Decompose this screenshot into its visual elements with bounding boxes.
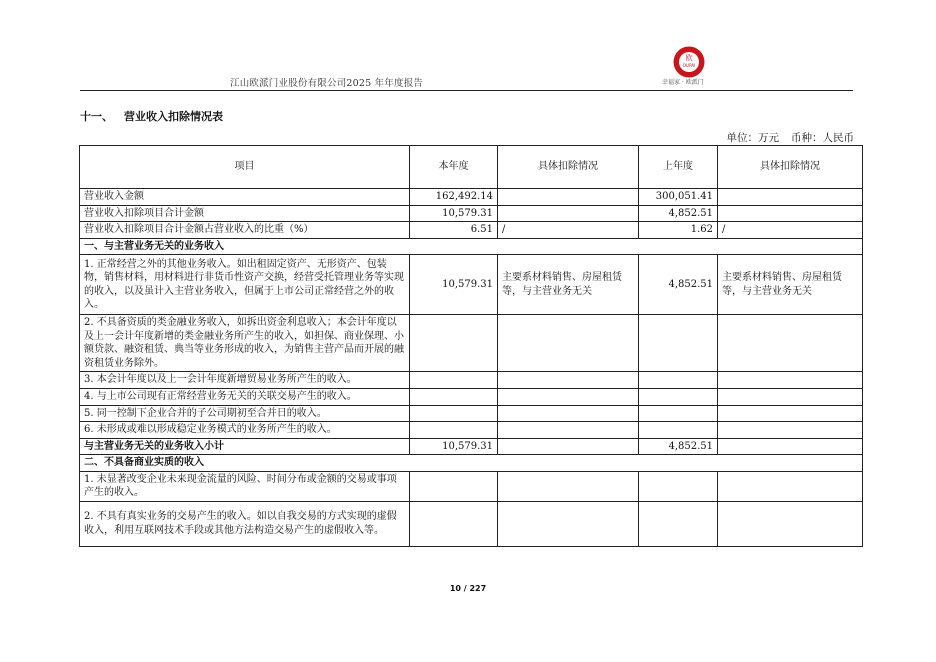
current-year-value: 10,579.31 (410, 255, 498, 315)
row-label: 与主营业务无关的业务收入小计 (80, 438, 410, 455)
svg-text:OUPAI: OUPAI (682, 63, 696, 68)
prior-year-detail (718, 205, 863, 222)
prior-year-detail (718, 471, 863, 501)
prior-year-detail (718, 315, 863, 372)
current-year-detail (498, 315, 639, 372)
table-row (80, 372, 863, 389)
section-title (80, 108, 223, 124)
row-label: 营业收入扣除项目合计金额 (80, 205, 410, 222)
current-year-detail (498, 372, 639, 389)
row-label: 5. 同一控制下企业合并的子公司期初至合并日的收入。 (80, 405, 410, 422)
subtotal-row (80, 438, 863, 455)
current-year-detail (498, 388, 639, 405)
prior-year-value: 4,852.51 (639, 205, 718, 222)
row-label: 营业收入扣除项目合计金额占营业收入的比重（%） (80, 222, 410, 239)
col-header-current-detail: 具体扣除情况 (498, 146, 639, 189)
table-row (80, 501, 863, 546)
section-title-text: 营业收入扣除情况表 (124, 110, 223, 123)
prior-year-value (639, 388, 718, 405)
current-year-value (410, 372, 498, 389)
company-logo (672, 45, 706, 79)
prior-year-detail (718, 501, 863, 546)
current-year-detail (498, 438, 639, 455)
row-label: 1. 未显著改变企业未来现金流量的风险、时间分布或金额的交易或事项产生的收入。 (80, 471, 410, 501)
table-row (80, 255, 863, 315)
table-header-row (80, 146, 863, 189)
page-number: 10 / 227 (449, 584, 487, 593)
col-header-current-year: 本年度 (410, 146, 498, 189)
table-row (80, 405, 863, 422)
row-label: 6. 未形成或难以形成稳定业务模式的业务所产生的收入。 (80, 422, 410, 439)
current-year-value (410, 405, 498, 422)
report-header-title: 江山欧派门业股份有限公司2025 年年度报告 (230, 78, 424, 89)
prior-year-detail: / (718, 222, 863, 239)
current-year-detail (498, 405, 639, 422)
prior-year-value (639, 405, 718, 422)
unit-label: 单位：万元 (726, 132, 779, 144)
prior-year-value: 4,852.51 (639, 438, 718, 455)
table-row (80, 205, 863, 222)
col-header-prior-detail: 具体扣除情况 (718, 146, 863, 189)
current-year-value (410, 471, 498, 501)
current-year-value (410, 388, 498, 405)
table-row (80, 422, 863, 439)
prior-year-detail (718, 405, 863, 422)
prior-year-detail (718, 438, 863, 455)
col-header-prior-year: 上年度 (639, 146, 718, 189)
table-row (80, 471, 863, 501)
current-year-value: 6.51 (410, 222, 498, 239)
prior-year-detail (718, 422, 863, 439)
category-row (80, 455, 863, 472)
current-year-detail (498, 205, 639, 222)
current-year-detail: / (498, 222, 639, 239)
header-divider (80, 90, 853, 91)
table-row (80, 388, 863, 405)
row-label: 4. 与上市公司现有正常经营业务无关的关联交易产生的收入。 (80, 388, 410, 405)
section-number: 十一、 (80, 110, 113, 123)
prior-year-detail (718, 388, 863, 405)
prior-year-value (639, 501, 718, 546)
current-year-value: 162,492.14 (410, 189, 498, 206)
prior-year-detail (718, 372, 863, 389)
current-year-value (410, 422, 498, 439)
prior-year-detail: 主要系材料销售、房屋租赁等，与主营业务无关 (718, 255, 863, 315)
current-year-detail (498, 189, 639, 206)
current-year-detail (498, 422, 639, 439)
currency-label: 币种：人民币 (791, 132, 854, 144)
current-year-detail (498, 471, 639, 501)
current-year-value (410, 315, 498, 372)
table-row (80, 189, 863, 206)
row-label: 3. 本会计年度以及上一会计年度新增贸易业务所产生的收入。 (80, 372, 410, 389)
current-year-detail (498, 501, 639, 546)
svg-text:欧: 欧 (685, 54, 693, 62)
prior-year-value (639, 315, 718, 372)
table-row (80, 222, 863, 239)
prior-year-value (639, 422, 718, 439)
current-year-value: 10,579.31 (410, 205, 498, 222)
prior-year-value (639, 471, 718, 501)
row-label: 2. 不具备资质的类金融业务收入，如拆出资金利息收入；本会计年度以及上一会计年度新增的类金融业务所产生的收入，如担保、商业保理、小额贷款、融资租赁、典当等业务形成的收入，为销售主营产品而开展的融资租赁业务除外。 (80, 315, 410, 372)
current-year-value: 10,579.31 (410, 438, 498, 455)
row-label: 1. 正常经营之外的其他业务收入。如出租固定资产、无形资产、包装物，销售材料，用材料进行非货币性资产交换，经营受托管理业务等实现的收入，以及虽计入主营业务收入，但属于上市公司正常经营之外的收入。 (80, 255, 410, 315)
prior-year-value (639, 372, 718, 389)
prior-year-value: 1.62 (639, 222, 718, 239)
current-year-detail: 主要系材料销售、房屋租赁等，与主营业务无关 (498, 255, 639, 315)
category-label: 二、不具备商业实质的收入 (80, 455, 863, 472)
table-row (80, 315, 863, 372)
unit-currency-line (727, 130, 855, 145)
col-header-item: 项目 (80, 146, 410, 189)
category-label: 一、与主营业务无关的业务收入 (80, 238, 863, 255)
prior-year-detail (718, 189, 863, 206)
logo-slogan: 幸福家 · 欧派门 (662, 79, 704, 86)
prior-year-value: 300,051.41 (639, 189, 718, 206)
category-row (80, 238, 863, 255)
prior-year-value: 4,852.51 (639, 255, 718, 315)
revenue-deduction-table (79, 145, 863, 547)
row-label: 营业收入金额 (80, 189, 410, 206)
row-label: 2. 不具有真实业务的交易产生的收入。如以自我交易的方式实现的虚假收入，利用互联网技术手段或其他方法构造交易产生的虚假收入等。 (80, 501, 410, 546)
current-year-value (410, 501, 498, 546)
